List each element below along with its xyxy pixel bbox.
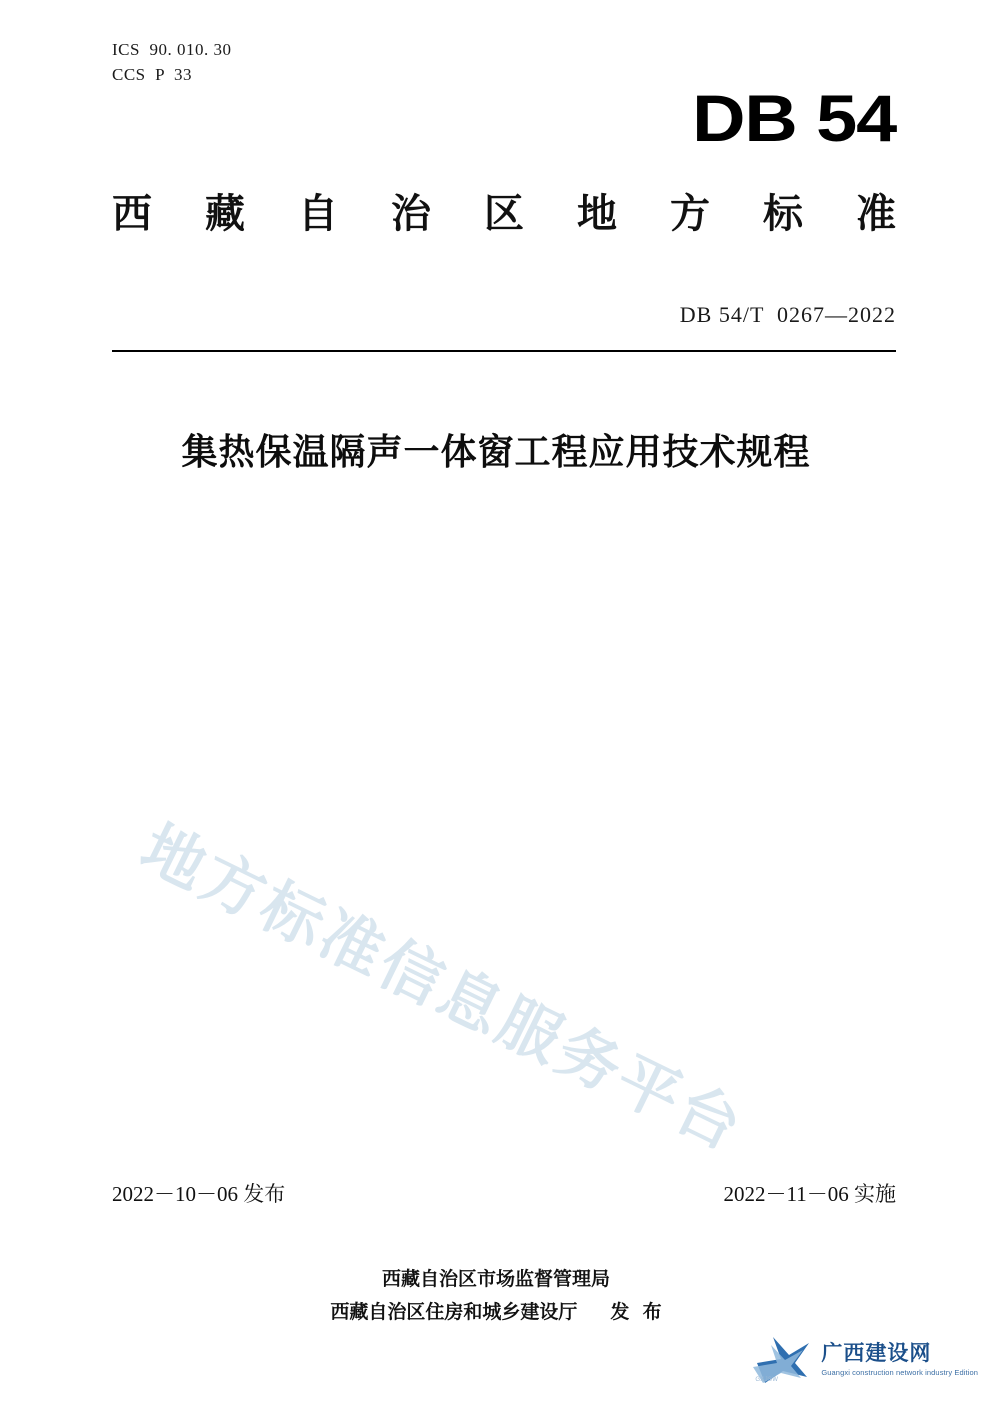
site-watermark-logo [751,1333,978,1385]
standard-series-char: 标 [763,191,803,237]
ics-classification-block [112,38,231,87]
ics-code: ICS 90. 010. 30 [112,40,232,59]
publisher-line-1: 西藏自治区市场监督管理局 [381,1268,610,1290]
standard-series-char: 区 [484,191,524,237]
publisher-block [0,1263,992,1330]
watermark-text: 地方标准信息服务平台 [130,810,756,1166]
publication-dates [112,1178,896,1208]
star-icon-caption: GXJSW [755,1377,779,1383]
site-name-cn: 广西建设网 [821,1340,932,1365]
standard-series-title [112,182,896,239]
site-name-en: Guangxi construction network industry Edition [821,1368,978,1378]
standard-series-char: 治 [391,191,431,237]
standard-series-char: 自 [298,191,338,237]
publisher-line-2: 西藏自治区住房和城乡建设厅 发 布 [330,1301,662,1324]
standard-series-char: 藏 [205,191,245,237]
standard-number: DB 54/T 0267—2022 [679,302,896,327]
standard-series-char: 西 [112,191,152,237]
star-icon [751,1333,813,1385]
page-title: 集热保温隔声一体窗工程应用技术规程 [181,432,811,473]
standard-series-char: 准 [856,191,896,237]
standard-series-char: 方 [670,191,710,237]
site-logo-text [821,1341,978,1377]
ccs-code: CCS P 33 [112,64,192,84]
standard-series-char: 地 [577,191,617,237]
db54-logo: DB 54 [692,81,896,155]
issue-date: 2022－10－06 发布 [112,1182,286,1206]
header-divider [112,350,896,352]
effective-date: 2022－11－06 实施 [723,1182,896,1206]
